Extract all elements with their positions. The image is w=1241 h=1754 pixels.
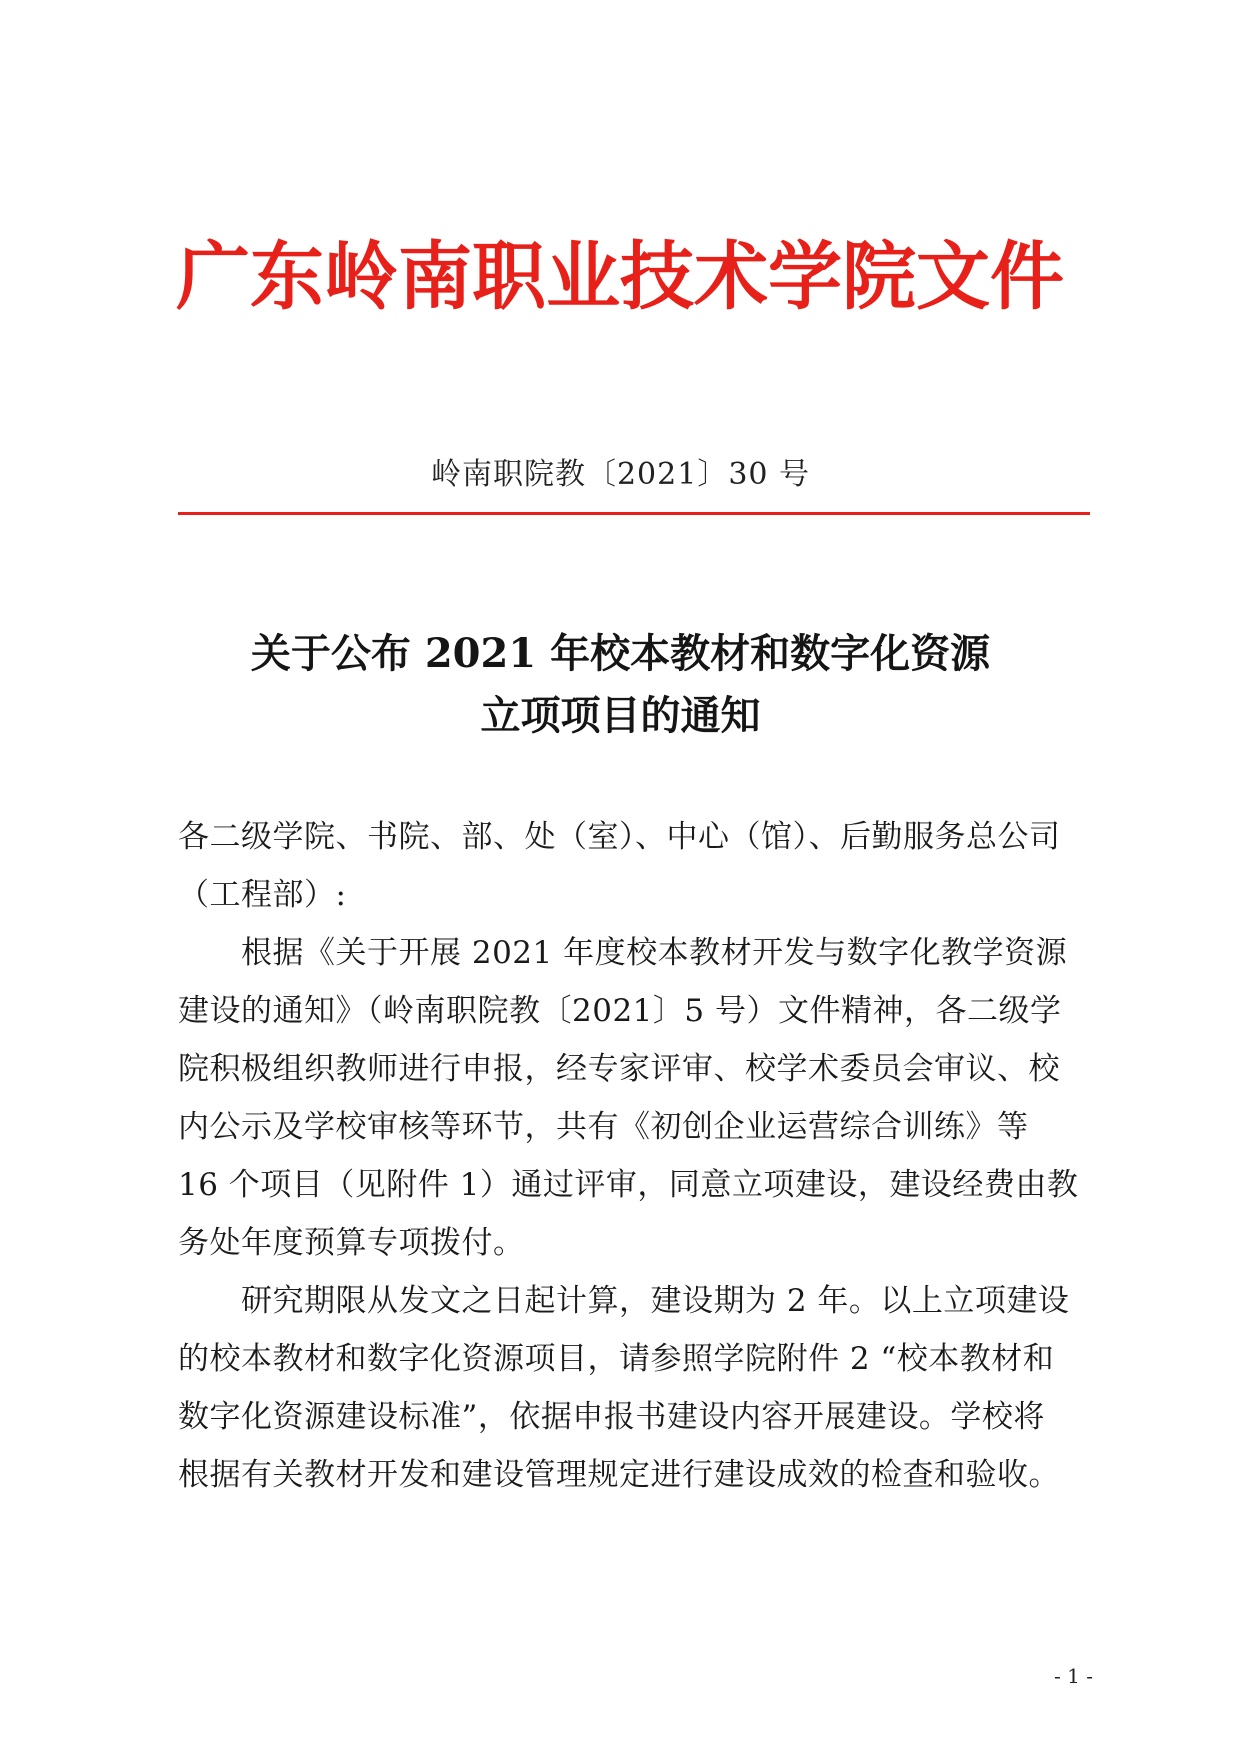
body-line: （工程部）: <box>178 877 347 913</box>
document-number: 岭南职院教〔2021〕30 号 <box>430 457 811 492</box>
notice-title-line-1: 关于公布 2021 年校本教材和数字化资源 <box>250 630 991 677</box>
body-line: 根据有关教材开发和建设管理规定进行建设成效的检查和验收。 <box>178 1457 1060 1493</box>
red-divider-line <box>178 512 1090 515</box>
body-line: 建设的通知》（岭南职院教〔2021〕5 号）文件精神，各二级学 <box>178 993 1062 1029</box>
document-issuer-title: 广东岭南职业技术学院文件 <box>176 234 1064 320</box>
body-line: 数字化资源建设标准”，依据申报书建设内容开展建设。学校将 <box>178 1399 1045 1435</box>
body-line: 根据《关于开展 2021 年度校本教材开发与数字化教学资源 <box>178 935 1068 971</box>
body-line: 务处年度预算专项拨付。 <box>178 1225 525 1261</box>
body-line: 的校本教材和数字化资源项目，请参照学院附件 2 “校本教材和 <box>178 1341 1055 1377</box>
notice-title-line-2: 立项项目的通知 <box>480 692 761 739</box>
body-line: 16 个项目（见附件 1）通过评审，同意立项建设，建设经费由教 <box>178 1167 1079 1203</box>
body-line: 院积极组织教师进行申报，经专家评审、校学术委员会审议、校 <box>178 1051 1060 1087</box>
body-line: 各二级学院、书院、部、处（室）、中心（馆）、后勤服务总公司 <box>178 819 1061 855</box>
page-number: - 1 - <box>1054 1664 1093 1688</box>
body-line: 内公示及学校审核等环节，共有《初创企业运营综合训练》等 <box>178 1109 1029 1145</box>
body-line: 研究期限从发文之日起计算，建设期为 2 年。以上立项建设 <box>178 1283 1070 1319</box>
